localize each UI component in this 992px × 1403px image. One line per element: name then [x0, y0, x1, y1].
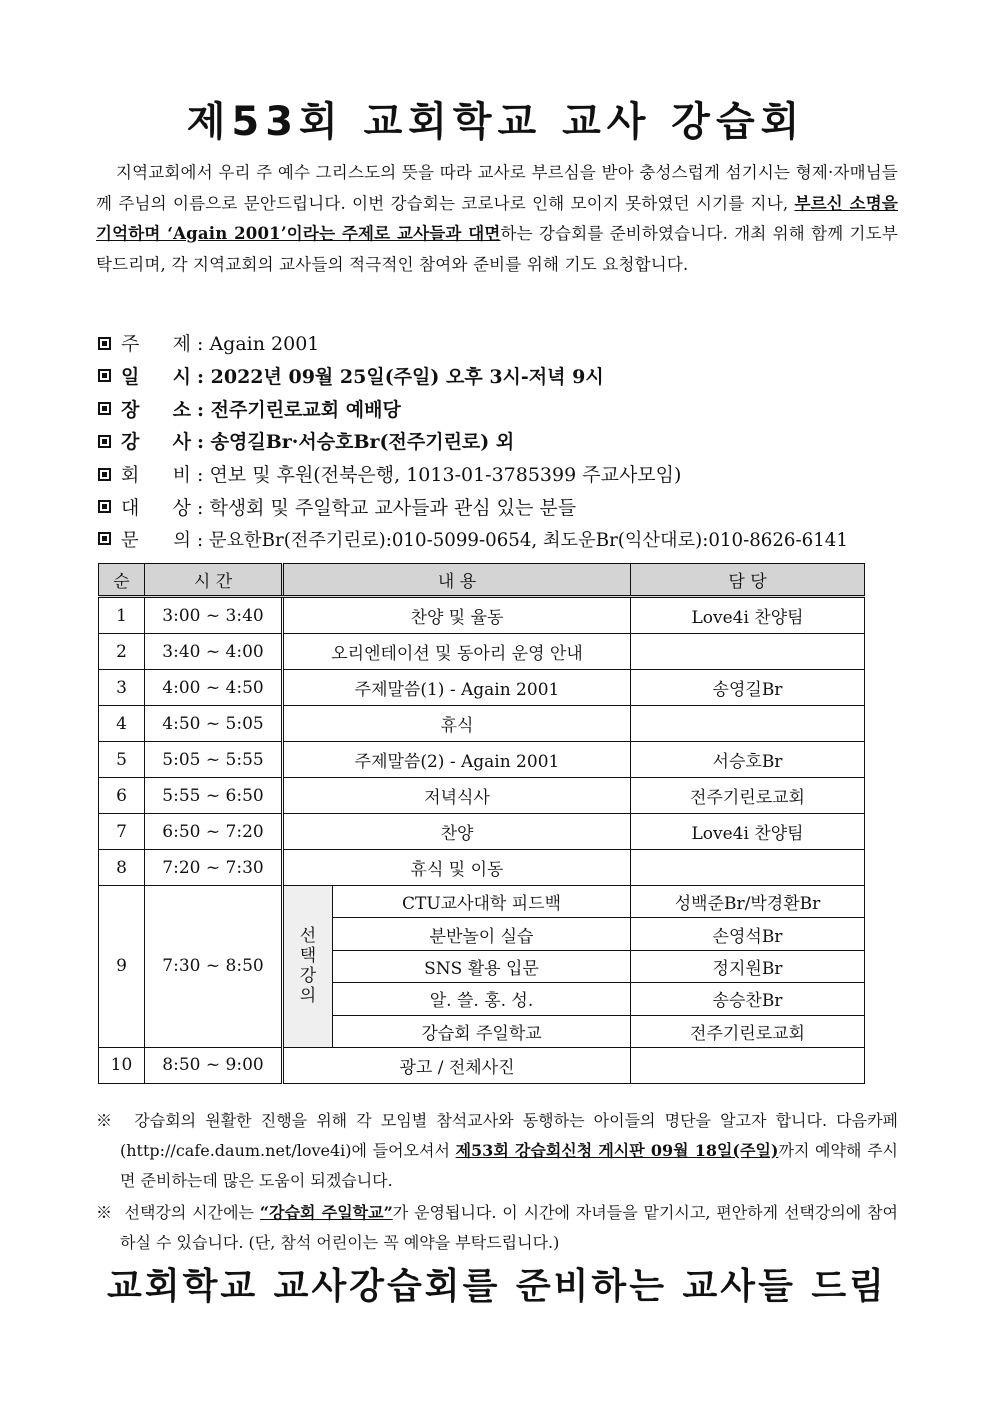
info-label: 대 상: [121, 496, 191, 519]
info-row-speakers: 강 사 : 송영길Br·서승호Br(전주기린로) 외: [96, 427, 906, 460]
cell-owner: 전주기린로교회: [631, 778, 865, 814]
cell-owner: Love4i 찬양팀: [631, 814, 865, 850]
info-label: 일 시: [121, 365, 191, 388]
cell-time: 4:50 ~ 5:05: [145, 706, 283, 742]
cell-content: 오리엔테이션 및 동아리 운영 안내: [283, 634, 631, 670]
cell-content: 주제말씀(2) - Again 2001: [283, 742, 631, 778]
intro-text-2: 하는 강습회를 준비하였습니다. 개최 위해 함께 기도부탁드리며, 각 지역교회의 교사들의 적극적인 참여와 준비를 위해 기도 요청합니다.: [96, 224, 898, 274]
header-time: 시 간: [145, 564, 283, 597]
info-row-topic: 주 제 : Again 2001: [96, 329, 906, 362]
note-1: [96, 1106, 898, 1196]
info-row-datetime: 일 시 : 2022년 09월 25일(주일) 오후 3시-저녁 9시: [96, 362, 906, 395]
note-text: 까지 예약해 주시면 준비하는데 많은 도움이 되겠습니다.: [120, 1141, 898, 1190]
note-text: 강습회의 원활한 진행을 위해 각 모임별 참석교사와 동행하는 아이들의 명단을 알고자 합니다. 다음카페(http://cafe.daum.net/love4i)에 들어오셔서: [120, 1111, 898, 1160]
cell-content: SNS 활용 입문: [333, 950, 631, 982]
table-header-row: [99, 564, 865, 597]
info-value: 학생회 및 주일학교 교사들과 관심 있는 분들: [209, 496, 577, 519]
cell-owner: 정지원Br: [631, 950, 865, 982]
header-content: 내 용: [283, 564, 631, 597]
cell-time: 7:20 ~ 7:30: [145, 850, 283, 886]
table-row: [99, 670, 865, 706]
info-value: 문요한Br(전주기린로):010-5099-0654, 최도운Br(익산대로):010-8626-6141: [208, 529, 848, 551]
cell-time: 5:55 ~ 6:50: [145, 778, 283, 814]
info-value: 2022년 09월 25일(주일) 오후 3시-저녁 9시: [210, 365, 604, 388]
cell-owner: [631, 850, 865, 886]
cell-owner: [631, 706, 865, 742]
cell-time: 3:00 ~ 3:40: [145, 597, 283, 634]
cell-content: CTU교사대학 피드백: [333, 886, 631, 918]
square-bullet-icon: [98, 369, 111, 382]
cell-no: 6: [99, 778, 145, 814]
note-text: 가 운영됩니다. 이 시간에 자녀들을 맡기시고, 편안하게 선택강의에 참여하실 수 있습니다. (단, 참석 어린이는 꼭 예약을 부탁드립니다.): [120, 1203, 898, 1252]
note-2: [96, 1198, 898, 1258]
note-mark: ※: [96, 1111, 117, 1130]
cell-no: 3: [99, 670, 145, 706]
info-value: 송영길Br·서승호Br(전주기린로) 외: [210, 431, 515, 454]
cell-content: 분반놀이 실습: [333, 918, 631, 950]
info-value: 전주기린로교회 예배당: [210, 398, 401, 421]
cell-time: 3:40 ~ 4:00: [145, 634, 283, 670]
cell-owner: [631, 1047, 865, 1083]
note-text: 선택강의 시간에는: [124, 1203, 260, 1222]
info-value: 연보 및 후원(전북은행, 1013-01-3785399 주교사모임): [209, 464, 682, 487]
cell-no: 4: [99, 706, 145, 742]
info-row-place: 장 소 : 전주기린로교회 예배당: [96, 395, 906, 428]
cell-no: 9: [99, 886, 145, 1048]
cell-no: 5: [99, 742, 145, 778]
table-row-elective: [99, 886, 865, 918]
info-row-audience: 대 상 : 학생회 및 주일학교 교사들과 관심 있는 분들: [96, 493, 906, 526]
event-info-list: [96, 329, 906, 559]
square-bullet-icon: [98, 402, 111, 415]
info-label: 문 의: [121, 529, 191, 551]
note-mark: ※: [96, 1203, 113, 1222]
cell-no: 10: [99, 1047, 145, 1083]
intro-text-1: 지역교회에서 우리 주 예수 그리스도의 뜻을 따라 교사로 부르심을 받아 충성스럽게 섬기시는 형제·자매님들께 주님의 이름으로 문안드립니다. 이번 강습회는 코로나로 인해 모이지 못하였던 시기를 지나,: [96, 163, 898, 213]
square-bullet-icon: [98, 532, 111, 545]
info-label: 장 소: [121, 398, 191, 421]
header-owner: 담 당: [631, 564, 865, 597]
info-label: 주 제: [121, 333, 191, 355]
header-no: 순: [99, 564, 145, 597]
cell-no: 7: [99, 814, 145, 850]
cell-no: 2: [99, 634, 145, 670]
intro-paragraph: [96, 158, 898, 280]
footer-signature: 교회학교 교사강습회를 준비하는 교사들 드림: [107, 1265, 887, 1307]
notes-section: [96, 1106, 898, 1260]
intro-emphasis: 부르신 소명을 기억하며 ‘Again 2001’이라는 주제로 교사들과 대면: [96, 193, 898, 243]
table-row: [99, 597, 865, 634]
page-title: 제53회 교회학교 교사 강습회: [186, 99, 806, 145]
info-row-fee: 회 비 : 연보 및 후원(전북은행, 1013-01-3785399 주교사모임): [96, 460, 906, 493]
table-row: [99, 814, 865, 850]
cell-content: 광고 / 전체사진: [283, 1047, 631, 1083]
elective-label-text: 선 택 강 의: [299, 926, 317, 1007]
cell-time: 6:50 ~ 7:20: [145, 814, 283, 850]
elective-label: [283, 886, 333, 1048]
info-row-contact: 문 의 : 문요한Br(전주기린로):010-5099-0654, 최도운Br(익산대로):010-8626-6141: [96, 526, 906, 559]
cell-time: 7:30 ~ 8:50: [145, 886, 283, 1048]
info-label: 강 사: [121, 431, 191, 454]
cell-content: 휴식 및 이동: [283, 850, 631, 886]
cell-content: 강습회 주일학교: [333, 1015, 631, 1047]
cell-content: 휴식: [283, 706, 631, 742]
cell-content: 찬양 및 율동: [283, 597, 631, 634]
cell-time: 4:00 ~ 4:50: [145, 670, 283, 706]
cell-owner: Love4i 찬양팀: [631, 597, 865, 634]
cell-owner: 서승호Br: [631, 742, 865, 778]
square-bullet-icon: [98, 468, 111, 481]
square-bullet-icon: [98, 500, 111, 513]
table-row: [99, 778, 865, 814]
cell-content: 주제말씀(1) - Again 2001: [283, 670, 631, 706]
cell-owner: 손영석Br: [631, 918, 865, 950]
cell-owner: 성백준Br/박경환Br: [631, 886, 865, 918]
table-row: [99, 850, 865, 886]
cell-time: 8:50 ~ 9:00: [145, 1047, 283, 1083]
table-row: [99, 1047, 865, 1083]
cell-content: 알. 쓸. 홍. 성.: [333, 983, 631, 1015]
square-bullet-icon: [98, 435, 111, 448]
note-emphasis: 제53회 강습회신청 게시판 09월 18일(주일): [455, 1141, 779, 1160]
table-row: [99, 706, 865, 742]
table-row: [99, 742, 865, 778]
note-emphasis: “강습회 주일학교”: [259, 1203, 393, 1222]
table-row: [99, 634, 865, 670]
info-value: Again 2001: [209, 333, 320, 355]
cell-no: 1: [99, 597, 145, 634]
info-label: 회 비: [121, 464, 191, 487]
cell-owner: 송승찬Br: [631, 983, 865, 1015]
cell-content: 저녁식사: [283, 778, 631, 814]
schedule-table: [98, 563, 865, 1084]
cell-owner: [631, 634, 865, 670]
cell-owner: 전주기린로교회: [631, 1015, 865, 1047]
cell-no: 8: [99, 850, 145, 886]
square-bullet-icon: [98, 337, 111, 350]
cell-owner: 송영길Br: [631, 670, 865, 706]
cell-content: 찬양: [283, 814, 631, 850]
cell-time: 5:05 ~ 5:55: [145, 742, 283, 778]
